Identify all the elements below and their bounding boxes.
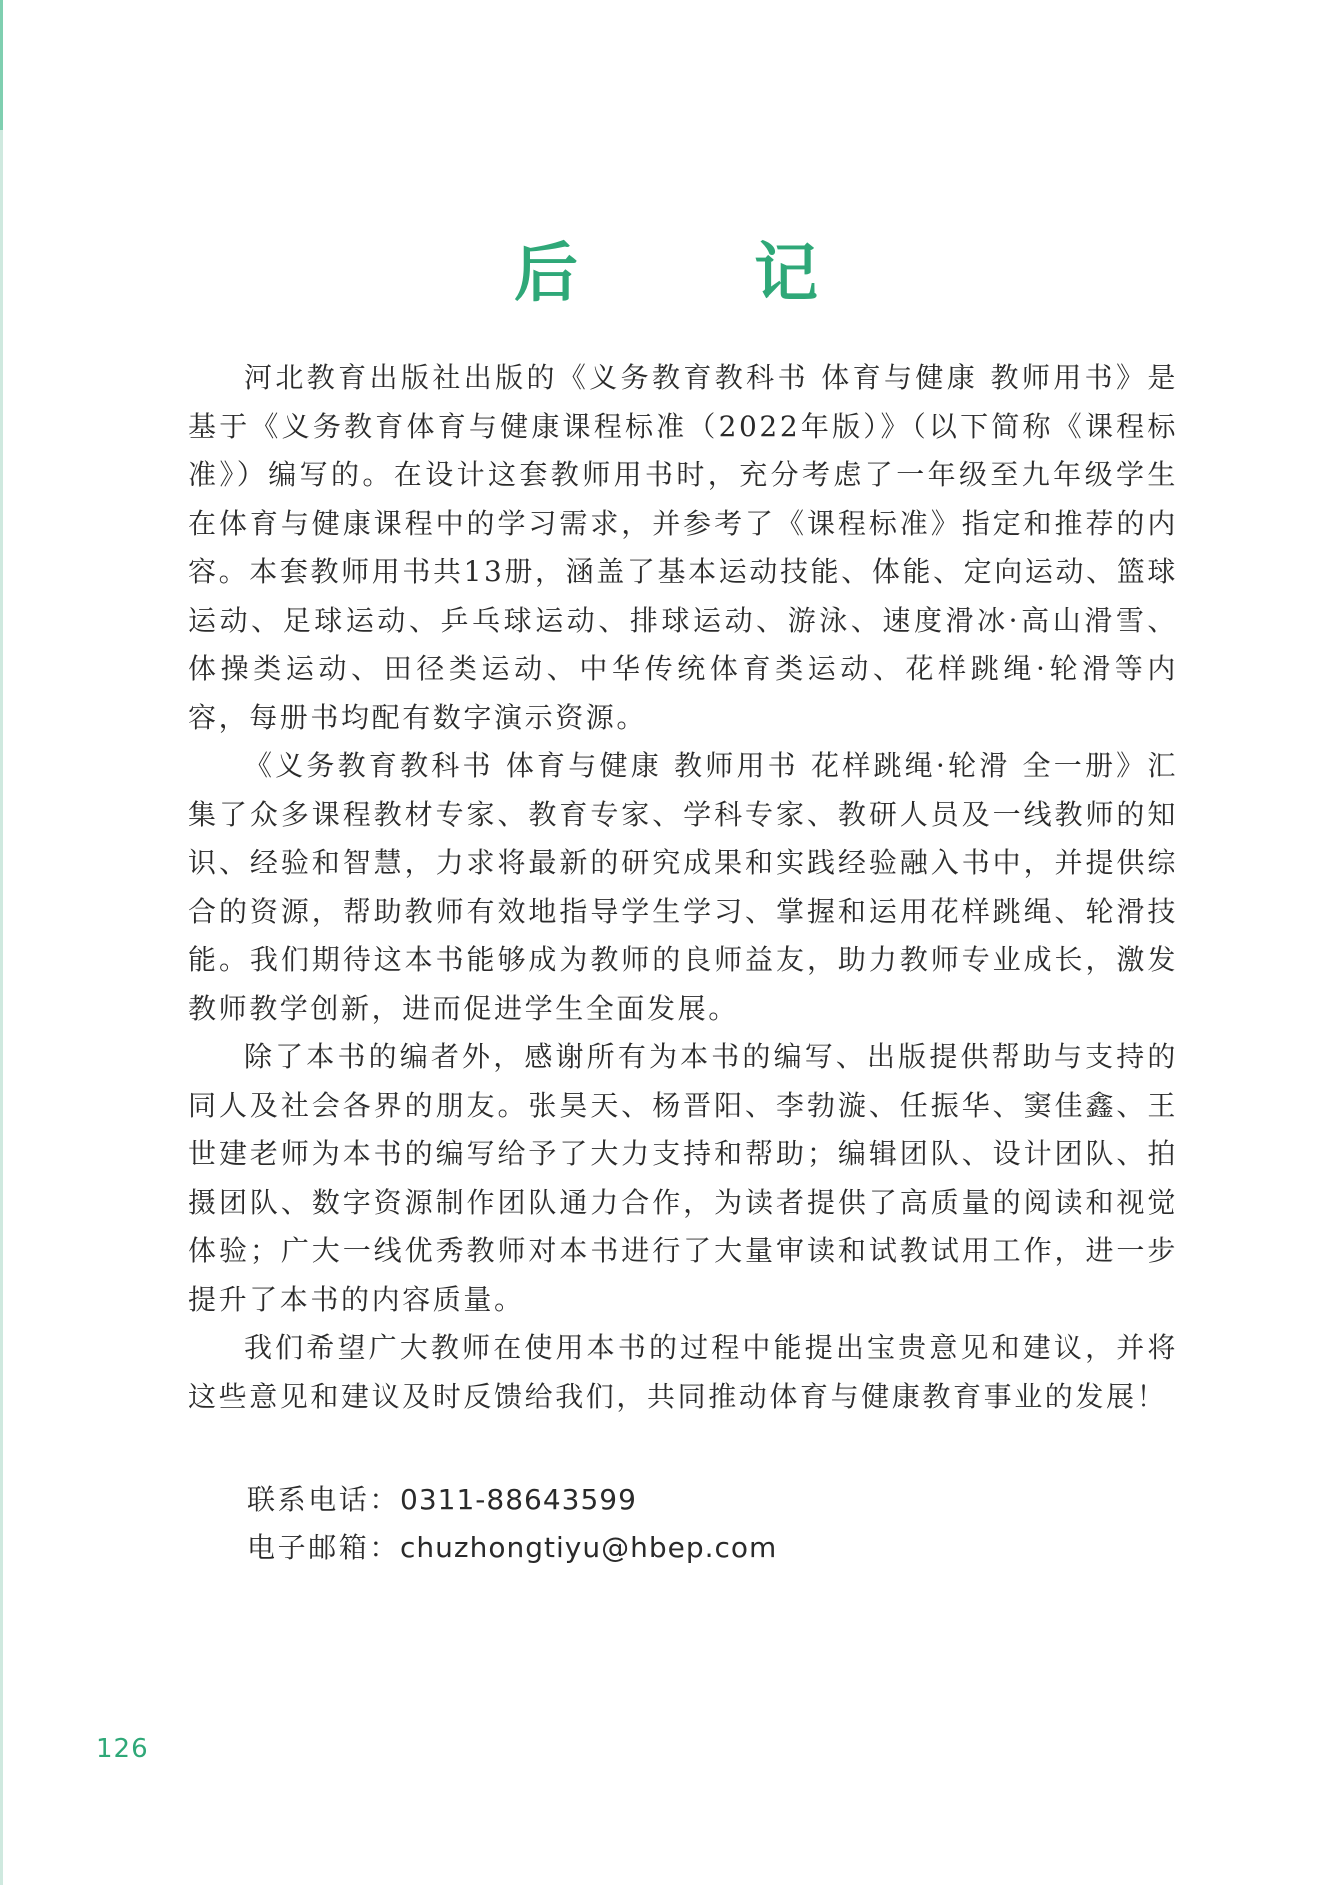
phone-number: 0311-88643599 xyxy=(400,1483,637,1516)
paragraph-intro: 河北教育出版社出版的《义务教育教科书 体育与健康 教师用书》是基于《义务教育体育与健康课程标准（2022年版）》（以下简称《课程标准》）编写的。在设计这套教师用书时，充分考虑了一年级至九年级学生在体育与健康课程中的学习需求，并参考了《课程标准》指定和推荐的内容。本套教师用书共13册，涵盖了基本运动技能、体能、定向运动、篮球运动、足球运动、乒乓球运动、排球运动、游泳、速度滑冰·高山滑雪、体操类运动、田径类运动、中华传统体育类运动、花样跳绳·轮滑等内容，每册书均配有数字演示资源。 xyxy=(188,361,1178,734)
page-number: 126 xyxy=(96,1734,149,1764)
page-edge-accent xyxy=(0,0,3,130)
contact-info xyxy=(247,1476,777,1572)
paragraph-book-summary: 《义务教育教科书 体育与健康 教师用书 花样跳绳·轮滑 全一册》汇集了众多课程教材专家、教育专家、学科专家、教研人员及一线教师的知识、经验和智慧，力求将最新的研究成果和实践经验融入书中，并提供综合的资源，帮助教师有效地指导学生学习、掌握和运用花样跳绳、轮滑技能。我们期待这本书能够成为教师的良师益友，助力教师专业成长，激发教师教学创新，进而促进学生全面发展。 xyxy=(188,749,1178,1025)
email-label: 电子邮箱： xyxy=(247,1531,401,1564)
email-address: chuzhongtiyu@hbep.com xyxy=(400,1531,778,1564)
page-title: 后 记 xyxy=(514,237,874,311)
email-line xyxy=(247,1524,777,1572)
paragraph-feedback-request: 我们希望广大教师在使用本书的过程中能提出宝贵意见和建议，并将这些意见和建议及时反馈给我们，共同推动体育与健康教育事业的发展！ xyxy=(188,1331,1178,1413)
afterword-body xyxy=(188,354,1178,1421)
phone-line xyxy=(247,1476,777,1524)
paragraph-acknowledgements: 除了本书的编者外，感谢所有为本书的编写、出版提供帮助与支持的同人及社会各界的朋友。张昊天、杨晋阳、李勃漩、任振华、窦佳鑫、王世建老师为本书的编写给予了大力支持和帮助；编辑团队、设计团队、拍摄团队、数字资源制作团队通力合作，为读者提供了高质量的阅读和视觉体验；广大一线优秀教师对本书进行了大量审读和试教试用工作，进一步提升了本书的内容质量。 xyxy=(188,1040,1178,1316)
phone-label: 联系电话： xyxy=(247,1483,401,1516)
